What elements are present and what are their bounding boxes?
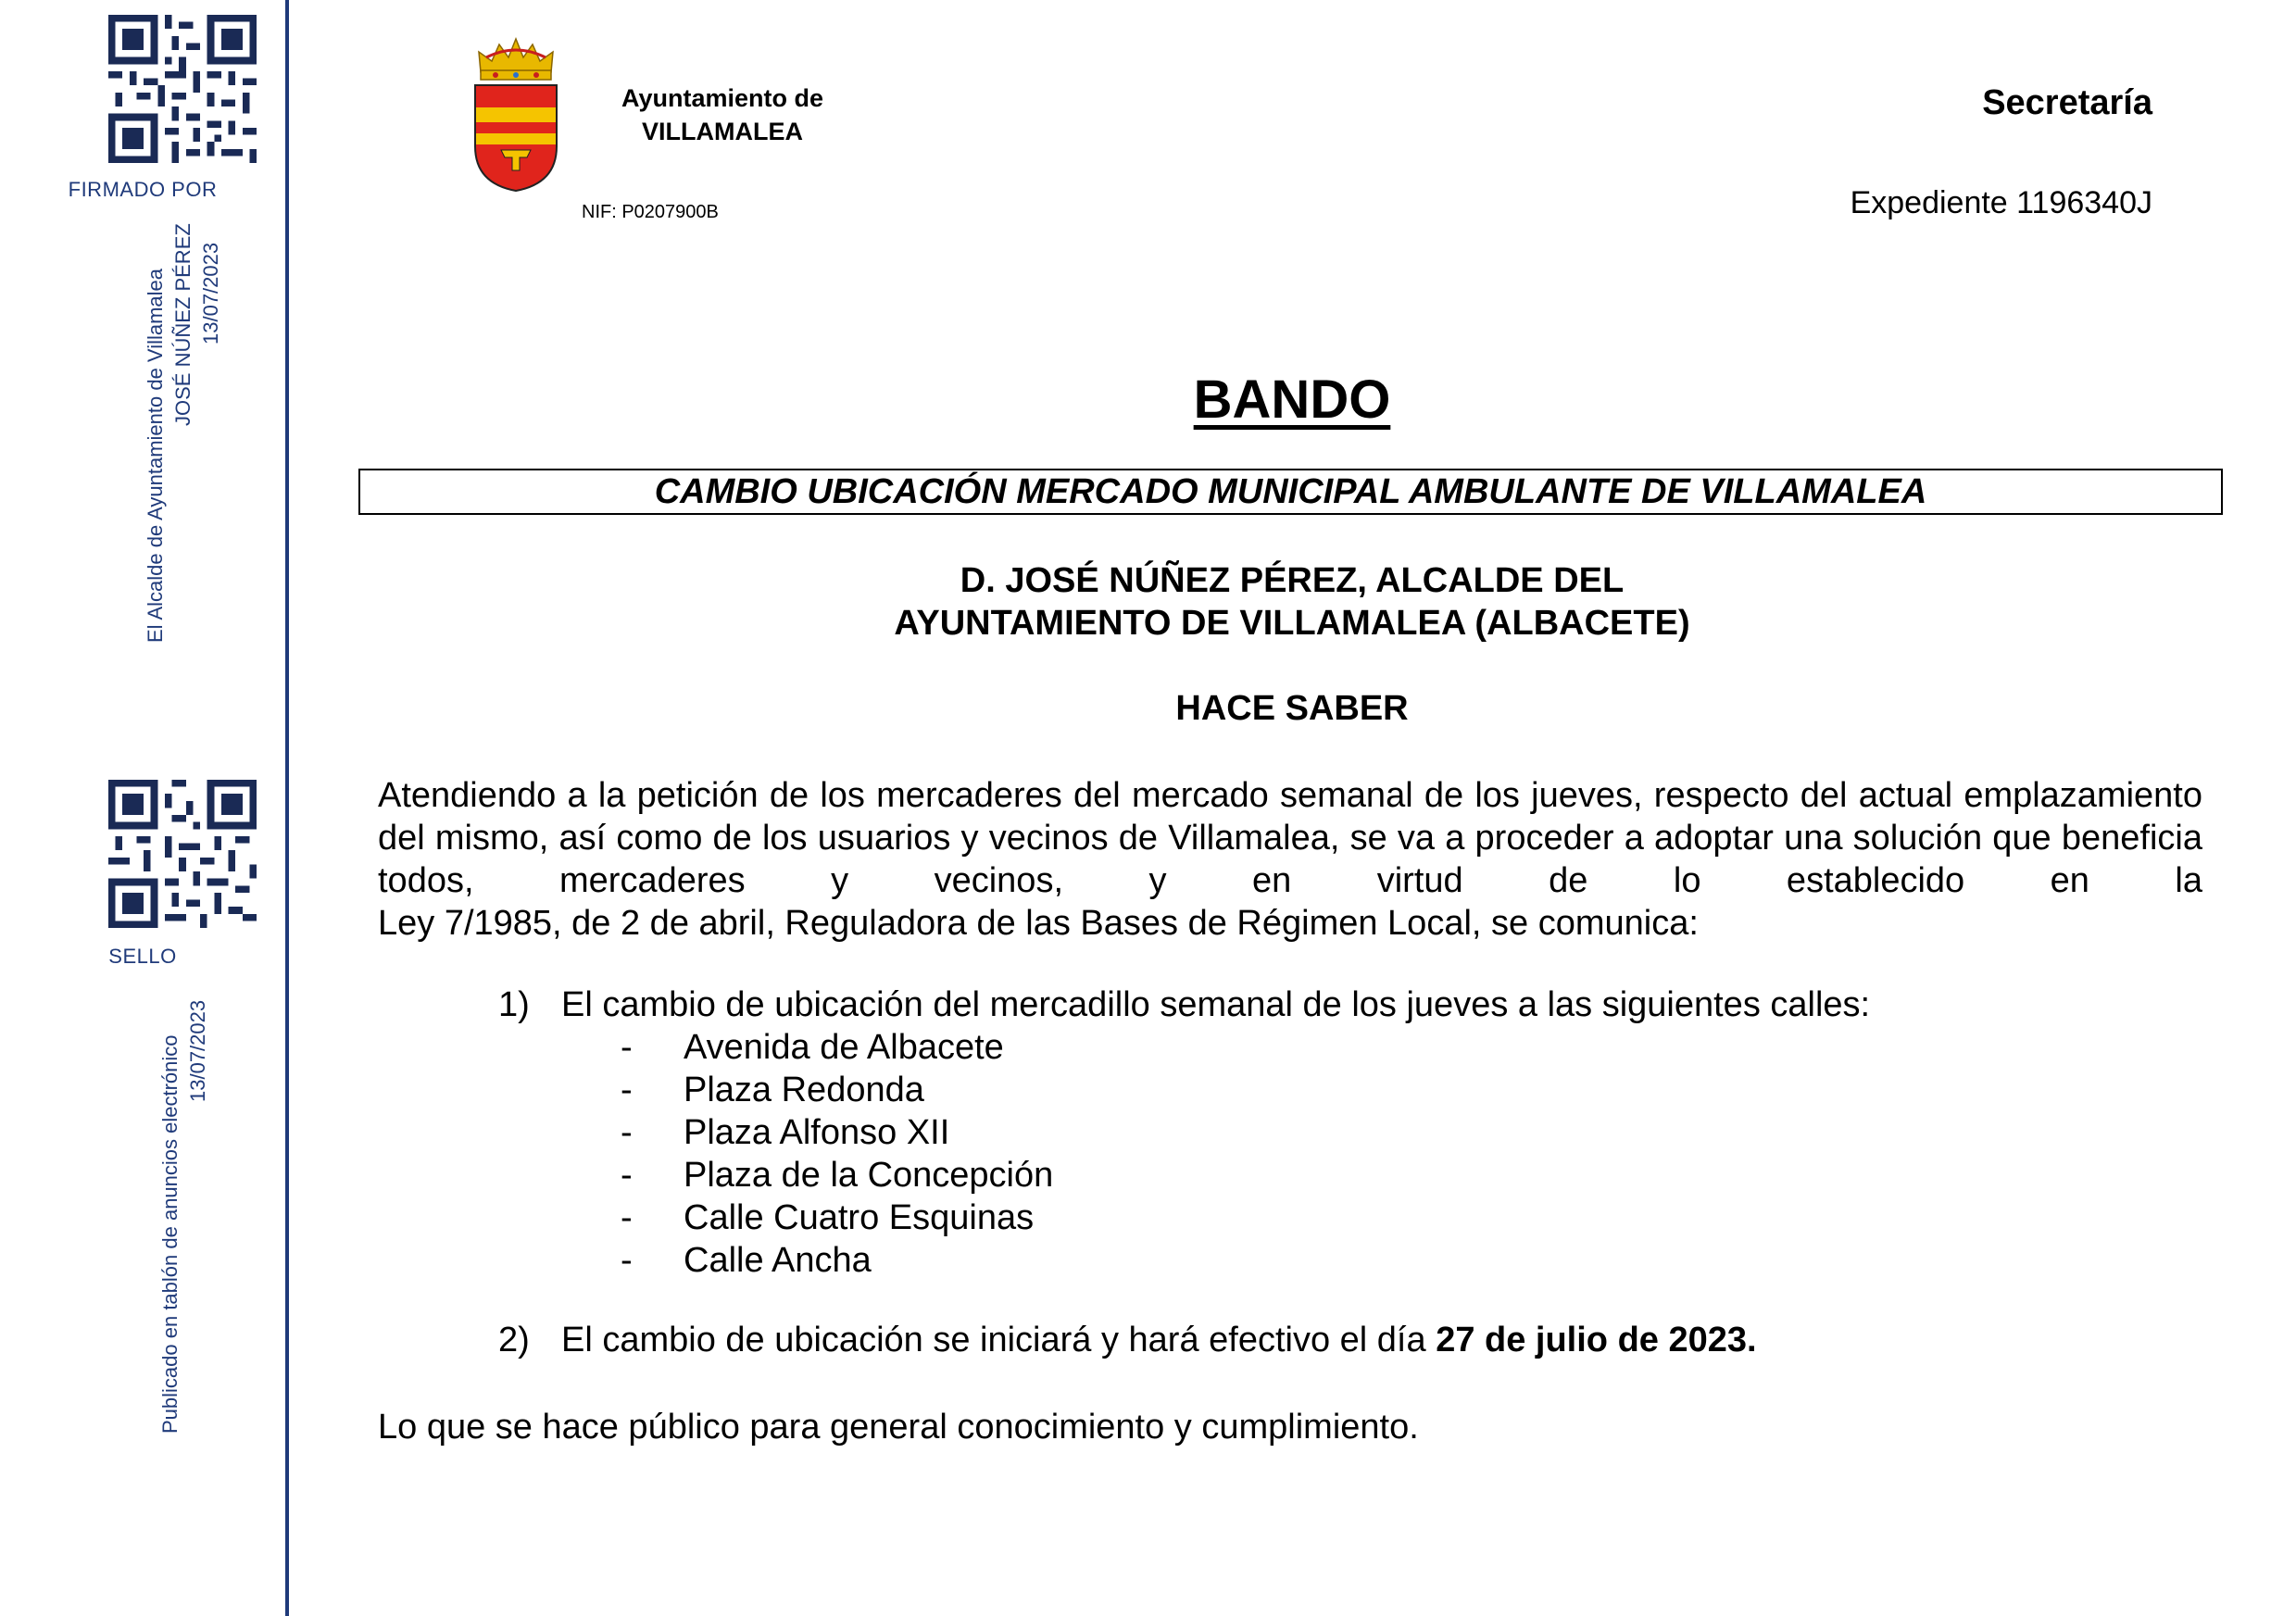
closing-paragraph: Lo que se hace público para general conocimiento y cumplimiento. xyxy=(378,1408,1419,1447)
seal-qr-code xyxy=(108,780,257,928)
street-name: Calle Ancha xyxy=(684,1241,872,1280)
street-name: Plaza Redonda xyxy=(684,1071,924,1109)
street-bullet: - xyxy=(621,1198,633,1237)
streets-list xyxy=(621,1026,1053,1282)
coat-of-arms-logo xyxy=(470,35,562,194)
signed-by-label: FIRMADO POR xyxy=(68,178,218,201)
list-item-text: El cambio de ubicación del mercadillo semanal de los jueves a las siguientes calles: xyxy=(561,985,1871,1024)
street-name: Plaza Alfonso XII xyxy=(684,1113,950,1152)
subject-box xyxy=(358,469,2223,515)
street-bullet: - xyxy=(621,1113,633,1152)
document-title: BANDO xyxy=(1193,370,1391,430)
mayor-line2: AYUNTAMIENTO DE VILLAMALEA (ALBACETE) xyxy=(894,604,1690,643)
intro-text: Atendiendo a la petición de los mercaderes del mercado semanal de los jueves, respecto del actual emplazamiento del mismo, así como de los usuarios y vecinos de Villamalea, se va a proceder a adoptar una solución que beneficia todos, mercaderes y vecinos, y en virtud de lo establecido en la xyxy=(378,776,2202,900)
signer-name: JOSÉ NÚÑEZ PÉREZ xyxy=(171,223,194,426)
signed-date: 13/07/2023 xyxy=(199,242,222,344)
intro-paragraph xyxy=(378,774,2202,945)
list-item-2 xyxy=(498,1319,1757,1361)
signature-sidebar xyxy=(0,0,289,1616)
signer-office: El Alcalde de Ayuntamiento de Villamalea xyxy=(144,268,167,643)
street-bullet: - xyxy=(621,1071,633,1109)
list-item-number: 2) xyxy=(498,1321,530,1359)
mayor-heading xyxy=(361,559,2223,645)
street-item xyxy=(621,1026,1053,1069)
signature-qr-code xyxy=(108,15,257,163)
file-number: Expediente 1196340J xyxy=(1850,185,2152,220)
nif-number: NIF: P0207900B xyxy=(582,202,719,222)
effective-date: 27 de julio de 2023. xyxy=(1436,1321,1757,1359)
published-text: Publicado en tablón de anuncios electrónico xyxy=(158,1034,182,1434)
street-name: Avenida de Albacete xyxy=(684,1028,1004,1067)
published-date: 13/07/2023 xyxy=(186,999,209,1102)
street-bullet: - xyxy=(621,1028,633,1067)
mayor-line1: D. JOSÉ NÚÑEZ PÉREZ, ALCALDE DEL xyxy=(960,561,1625,600)
list-item-1 xyxy=(498,983,1870,1026)
street-item xyxy=(621,1196,1053,1239)
organization-name-line1: Ayuntamiento de xyxy=(621,84,824,112)
organization-name xyxy=(611,81,834,148)
street-item xyxy=(621,1111,1053,1154)
street-bullet: - xyxy=(621,1156,633,1195)
list-item-number: 1) xyxy=(498,985,530,1024)
seal-label: SELLO xyxy=(108,945,177,968)
street-name: Plaza de la Concepción xyxy=(684,1156,1054,1195)
intro-text-last-line: Ley 7/1985, de 2 de abril, Reguladora de las Bases de Régimen Local, se comunica: xyxy=(378,904,1699,943)
street-name: Calle Cuatro Esquinas xyxy=(684,1198,1035,1237)
street-item xyxy=(621,1154,1053,1196)
department-name: Secretaría xyxy=(1982,83,2152,122)
subject-text: CAMBIO UBICACIÓN MERCADO MUNICIPAL AMBULANTE DE VILLAMALEA xyxy=(654,471,1927,511)
organization-name-line2: VILLAMALEA xyxy=(642,118,803,145)
street-item xyxy=(621,1069,1053,1111)
hace-saber-heading: HACE SABER xyxy=(1175,689,1409,728)
street-item xyxy=(621,1239,1053,1282)
street-bullet: - xyxy=(621,1241,633,1280)
list-item-text: El cambio de ubicación se iniciará y hará efectivo el día xyxy=(561,1321,1437,1359)
